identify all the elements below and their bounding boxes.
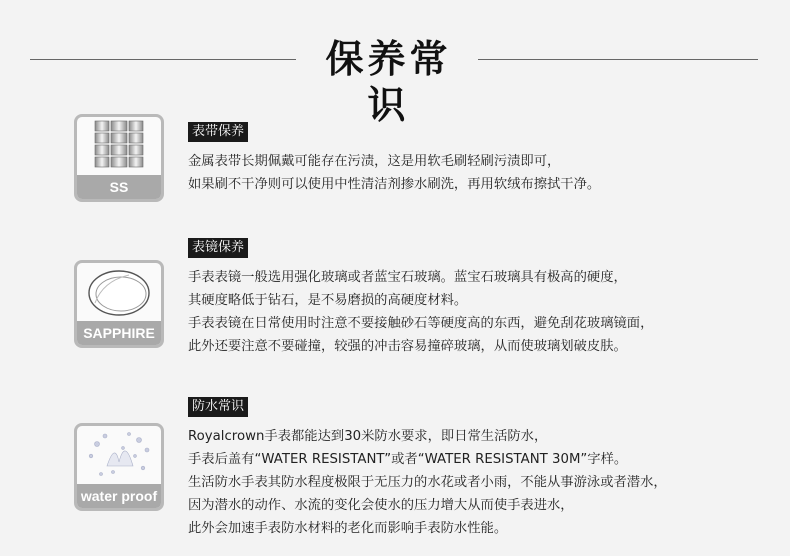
stainless-steel-badge [74,114,164,202]
body-line: 金属表带长期佩戴可能存在污渍，这是用软毛刷轻刷污渍即可， [188,154,561,169]
body-line: 其硬度略低于钻石，是不易磨损的高硬度材料。 [188,293,468,308]
title-divider-right [478,59,758,60]
section-crystal-care [188,236,768,358]
body-line: 因为潜水的动作、水流的变化会使水的压力增大从而使手表进水， [188,498,574,513]
page-title: 保养常识 [325,36,452,127]
body-line: 此外会加速手表防水材料的老化而影响手表防水性能。 [188,521,508,536]
body-line: 手表表镜一般选用强化玻璃或者蓝宝石玻璃。蓝宝石玻璃具有极高的硬度， [188,270,627,285]
section-body [188,150,768,196]
body-line: 此外还要注意不要碰撞，较强的冲击容易撞碎玻璃，从而使玻璃划破皮肤。 [188,339,627,354]
sapphire-crystal-icon [77,263,161,321]
badge-label: water proof [77,484,161,508]
section-tag: 表镜保养 [188,238,248,258]
body-line: 手表表镜在日常使用时注意不要接触砂石等硬度高的东西，避免刮花玻璃镜面， [188,316,654,331]
section-water-resistance [188,395,768,540]
body-line: 生活防水手表其防水程度极限于无压力的水花或者小雨，不能从事游泳或者潜水， [188,475,667,490]
section-body [188,266,768,358]
section-tag: 防水常识 [188,397,248,417]
watch-strap-icon [77,117,161,175]
header [0,30,790,127]
section-tag: 表带保养 [188,122,248,142]
sapphire-badge [74,260,164,348]
body-line: 如果刷不干净则可以使用中性清洁剂掺水刷洗，再用软绒布擦拭干净。 [188,177,601,192]
badge-label: SAPPHIRE [77,321,161,345]
body-line: Royalcrown手表都能达到30米防水要求，即日常生活防水， [188,429,548,444]
section-strap-care [188,120,768,196]
section-body [188,425,768,540]
badge-label: SS [77,175,161,199]
title-divider-left [30,59,296,60]
body-line: 手表后盖有“WATER RESISTANT”或者“WATER RESISTANT 30M”字样。 [188,452,628,467]
water-proof-badge [74,423,164,511]
water-splash-icon [77,426,161,484]
